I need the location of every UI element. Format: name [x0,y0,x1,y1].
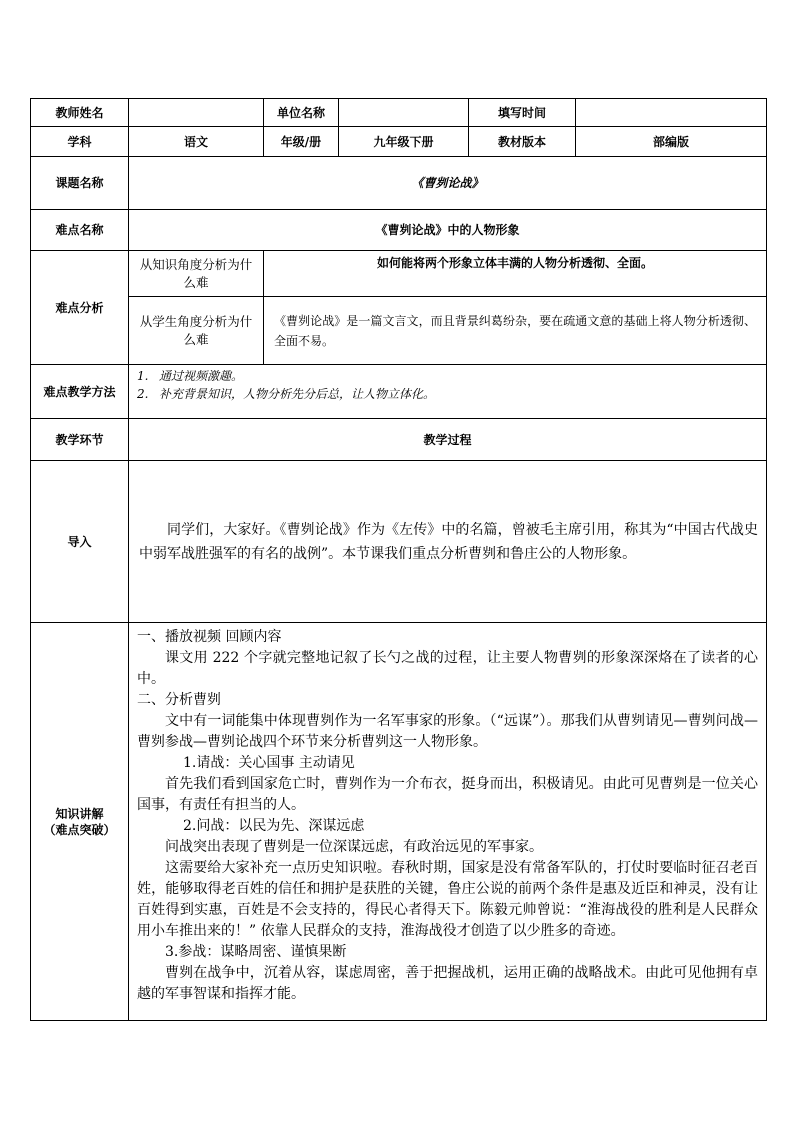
teacher-name-value [129,99,264,127]
methods-list [129,365,767,419]
grade-label: 年级/册 [264,127,339,157]
difficulty-value: 《曹刿论战》中的人物形象 [129,210,767,251]
subject-row [31,127,767,157]
section-heading: 一、播放视频 回顾内容 [137,629,282,645]
topic-row [31,157,767,210]
sub-heading: 2.问战：以民为先、深谋远虑 [183,818,365,834]
sub-heading: 3.参战：谋略周密、谨慎果断 [165,944,347,960]
section-heading: 二、分析曹刿 [137,692,221,708]
methods-label: 难点教学方法 [31,365,129,419]
paragraph: 问战突出表现了曹刿是一位深谋远虑，有政治远见的军事家。 [165,839,543,855]
teaching-process-label: 教学过程 [129,419,767,461]
grade-value: 九年级下册 [339,127,469,157]
knowledge-label: 知识讲解 （难点突破） [31,623,129,1021]
sub-heading: 1.请战：关心国事 主动请见 [183,755,355,771]
intro-row [31,461,767,623]
subject-value: 语文 [129,127,264,157]
analysis-knowledge-row [31,251,767,297]
paragraph: 首先我们看到国家危亡时，曹刿作为一介布衣，挺身而出，积极请见。由此可见曹刿是一位关心国事，有责任有担当的人。 [137,776,758,813]
intro-label: 导入 [31,461,129,623]
knowledge-angle-label: 从知识角度分析为什么难 [129,251,264,297]
fill-date-label: 填写时间 [469,99,576,127]
paragraph: 这需要给大家补充一点历史知识啦。春秋时期，国家是没有常备军队的，打仗时要临时征召老百姓，能够取得老百姓的信任和拥护是获胜的关键，鲁庄公说的前两个条件是惠及近臣和神灵，没有让百姓得到实惠，百姓是不会支持的，得民心者得天下。陈毅元帅曾说：“淮海战役的胜利是人民群众用小车推出来的！” 依靠人民群众的支持，淮海战役才创造了以少胜多的奇迹。 [137,860,758,939]
fill-date-value [576,99,767,127]
teaching-step-label: 教学环节 [31,419,129,461]
difficulty-label: 难点名称 [31,210,129,251]
knowledge-row [31,623,767,1021]
process-header-row [31,419,767,461]
paragraph: 曹刿在战争中，沉着从容，谋虑周密，善于把握战机，运用正确的战略战术。由此可见他拥有卓越的军事智谋和指挥才能。 [137,965,758,1002]
unit-name-value [339,99,469,127]
student-angle-value: 《曹刿论战》是一篇文言文，而且背景纠葛纷杂，要在疏通文意的基础上将人物分析透彻、全面不易。 [264,297,767,365]
teacher-row [31,99,767,127]
student-angle-label: 从学生角度分析为什么难 [129,297,264,365]
method-item: 1. 通过视频激趣。 [137,369,244,383]
edition-label: 教材版本 [469,127,576,157]
topic-label: 课题名称 [31,157,129,210]
analysis-student-row [31,297,767,365]
method-item: 2. 补充背景知识，人物分析先分后总，让人物立体化。 [137,387,436,401]
paragraph: 文中有一词能集中体现曹刿作为一名军事家的形象。（“远谋”）。那我们从曹刿请见—曹刿问战—曹刿参战—曹刿论战四个环节来分析曹刿这一人物形象。 [137,713,758,750]
teacher-name-label: 教师姓名 [31,99,129,127]
knowledge-content [129,623,767,1021]
difficulty-row [31,210,767,251]
knowledge-angle-value: 如何能将两个形象立体丰满的人物分析透彻、全面。 [264,251,767,297]
edition-value: 部编版 [576,127,767,157]
topic-value: 《曹刿论战》 [129,157,767,210]
subject-label: 学科 [31,127,129,157]
analysis-label: 难点分析 [31,251,129,365]
methods-row [31,365,767,419]
intro-text: 同学们，大家好。《曹刿论战》作为《左传》中的名篇，曾被毛主席引用，称其为“中国古代战史中弱军战胜强军的有名的战例”。本节课我们重点分析曹刿和鲁庄公的人物形象。 [129,461,767,623]
unit-name-label: 单位名称 [264,99,339,127]
paragraph: 课文用 222 个字就完整地记叙了长勺之战的过程，让主要人物曹刿的形象深深烙在了读者的心中。 [137,650,758,687]
lesson-plan-table [30,98,767,1021]
